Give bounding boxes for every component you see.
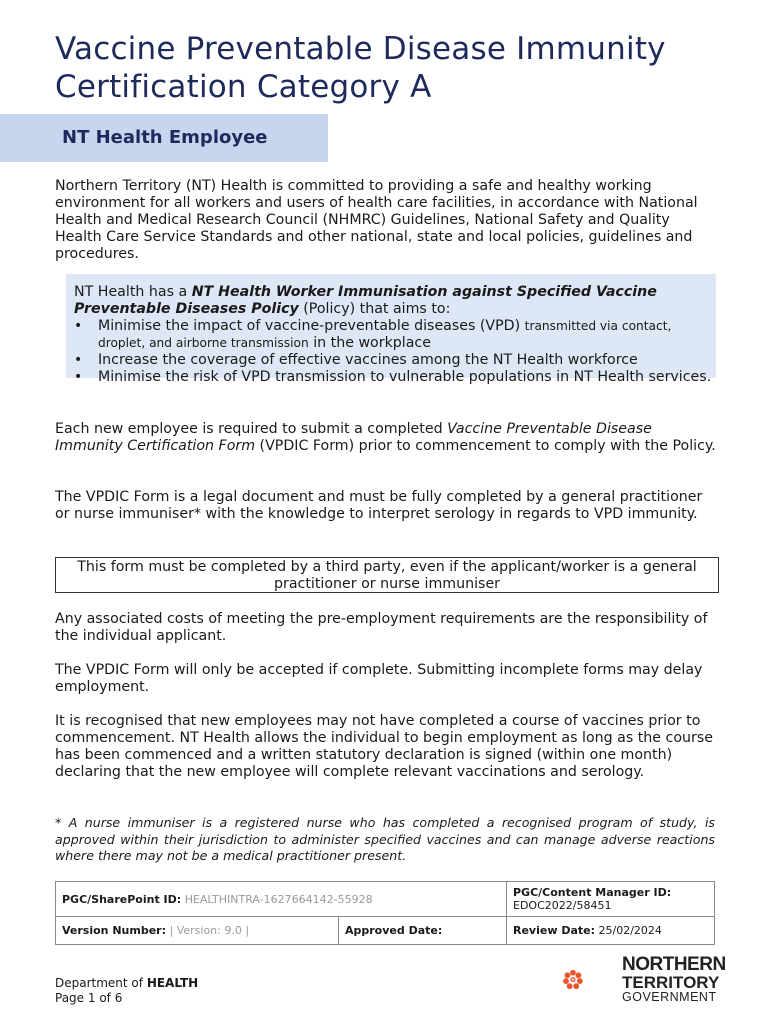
policy-aims	[74, 284, 719, 386]
department-footer: Department of HEALTH Page 1 of 6	[55, 976, 199, 1005]
banner-label: NT Health Employee	[62, 127, 268, 148]
page-number: Page 1 of 6	[55, 991, 123, 1005]
bullet-icon: •	[74, 352, 83, 368]
list-item: • Minimise the risk of VPD transmission to vulnerable populations in NT Health services.	[74, 369, 712, 385]
approved-date-cell: Approved Date:	[339, 917, 507, 945]
bullet-icon: •	[74, 318, 83, 334]
section-banner	[0, 114, 328, 162]
policy-lead: NT Health has a	[74, 284, 192, 300]
form-name: Vaccine Preventable Disease Immunity Certification Form	[55, 421, 652, 454]
legal-paragraph: The VPDIC Form is a legal document and must be fully completed by a general practitioner or nurse immuniser* with the knowledge to interpret serology in regards to VPD immunity.	[55, 489, 703, 522]
submission-paragraph: Each new employee is required to submit a completed Vaccine Preventable Disease Immunity Certification Form (VPDIC Form) prior to commencement to comply with the Policy.	[55, 421, 716, 454]
page-title: Vaccine Preventable Disease Immunity Certification Category A	[55, 31, 666, 105]
flower-emblem-icon	[562, 950, 622, 1010]
policy-name: NT Health Worker Immunisation against Specified Vaccine Preventable Diseases Policy	[74, 284, 657, 317]
nurse-immuniser-footnote: * A nurse immuniser is a registered nurse who has completed a recognised program of study, is approved within their jurisdiction to administer specified vaccines and can manage adverse reactions where there may not be a medical practitioner present.	[55, 815, 715, 863]
logo-line-1: NORTHERN	[622, 954, 726, 975]
department-name: HEALTH	[146, 976, 199, 990]
policy-tail: (Policy) that aims to:	[298, 301, 451, 317]
pgc-id-cell: PGC/SharePoint ID: HEALTHINTRA-1627664142-55928	[56, 882, 507, 917]
policy-bullet-list	[74, 318, 719, 386]
intro-paragraph: Northern Territory (NT) Health is committed to providing a safe and healthy working environment for all workers and users of health care facilities, in accordance with National Health and Medical Research Council (NHMRC) Guidelines, National Safety and Quality Health Care Service Standards and other national, state and local policies, guidelines and procedures.	[55, 178, 698, 262]
review-date-cell: Review Date: 25/02/2024	[507, 917, 715, 945]
list-item: • Minimise the impact of vaccine-preventable diseases (VPD) transmitted via contact, droplet, and airborne transmission in the workplace	[74, 318, 672, 351]
commencement-paragraph: It is recognised that new employees may not have completed a course of vaccines prior to commencement. NT Health allows the individual to begin employment as long as the course has been commenced and a written statutory declaration is signed (within one month) declaring that the new employee will complete relevant vaccinations and serology.	[55, 713, 713, 780]
completeness-paragraph: The VPDIC Form will only be accepted if complete. Submitting incomplete forms may delay employment.	[55, 662, 703, 695]
logo-line-2: TERRITORY	[622, 973, 720, 992]
bullet-icon: •	[74, 369, 83, 385]
third-party-notice: This form must be completed by a third party, even if the applicant/worker is a general practitioner or nurse immuniser	[55, 557, 719, 593]
logo-line-3: GOVERNMENT	[622, 990, 717, 1004]
table-row	[56, 917, 715, 945]
costs-paragraph: Any associated costs of meeting the pre-employment requirements are the responsibility of the individual applicant.	[55, 611, 708, 644]
document-metadata-table	[55, 881, 715, 945]
content-manager-cell: PGC/Content Manager ID: EDOC2022/58451	[507, 882, 715, 917]
table-row	[56, 882, 715, 917]
list-item: • Increase the coverage of effective vaccines among the NT Health workforce	[74, 352, 638, 368]
version-cell: Version Number: | Version: 9.0 |	[56, 917, 339, 945]
